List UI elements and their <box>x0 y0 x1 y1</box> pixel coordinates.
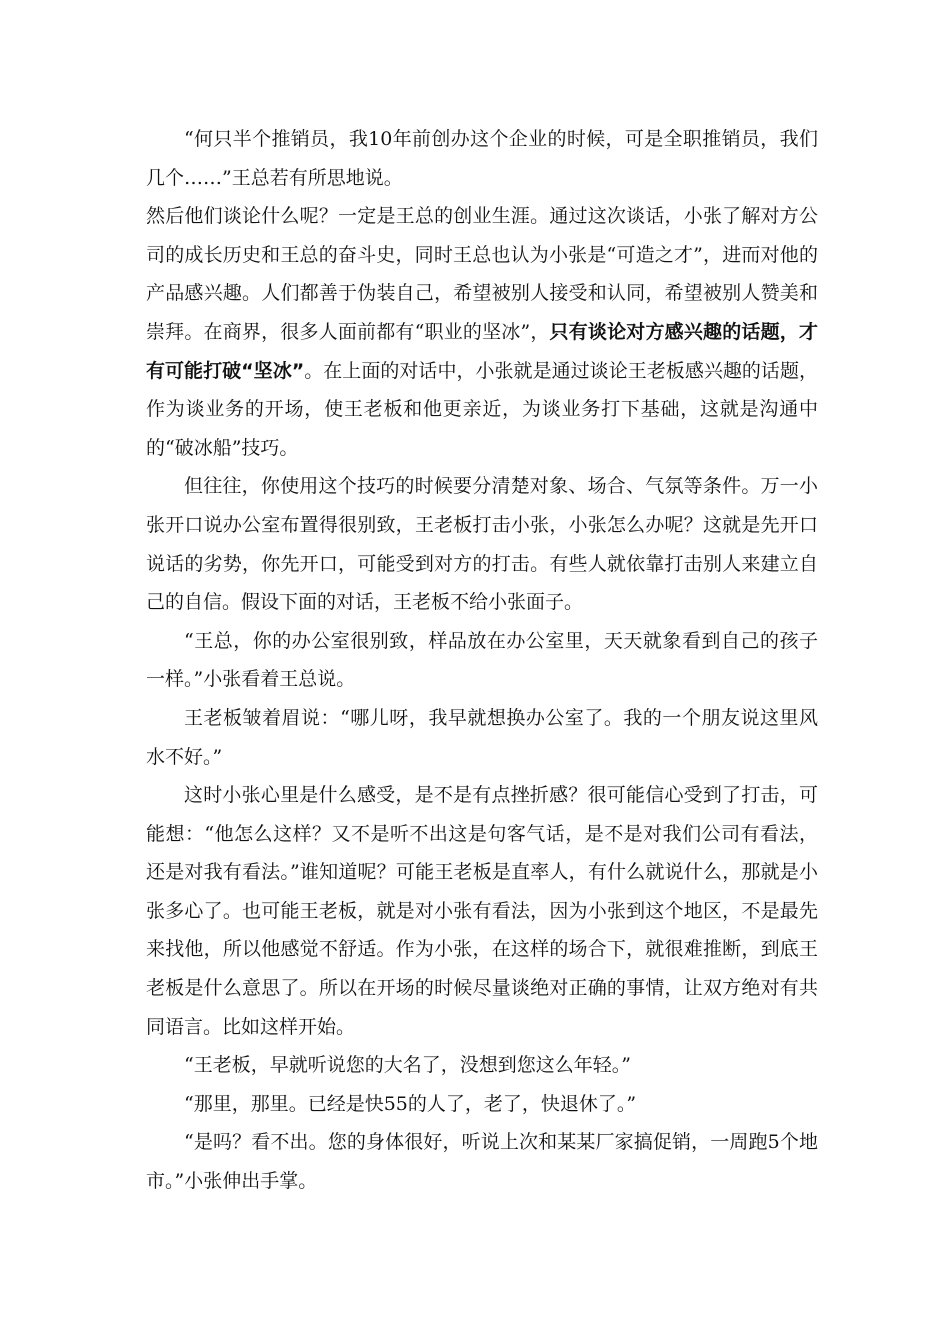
paragraph-7: “王老板，早就听说您的大名了，没想到您这么年轻。” <box>184 1054 631 1077</box>
paragraph-8: “那里，那里。已经是快55的人了，老了，快退休了。” <box>184 1092 637 1115</box>
paragraph-3: 但往往，你使用这个技巧的时候要分清楚对象、场合、气氛等条件。万一小张开口说办公室布置得很别致，王老板打击小张，小张怎么办呢？这就是先开口说话的劣势，你先开口，可能受到对方的打击。有些人就依靠打击别人来建立自己的自信。假设下面的对话，王老板不给小张面子。 <box>146 475 818 614</box>
paragraph-6: 这时小张心里是什么感受，是不是有点挫折感？很可能信心受到了打击，可能想：“他怎么这样？又不是听不出这是句客气话，是不是对我们公司有看法，还是对我有看法。”谁知道呢？可能王老板是直率人，有什么就说什么，那就是小张多心了。也可能王老板，就是对小张有看法，因为小张到这个地区，不是最先来找他，所以他感觉不舒适。作为小张，在这样的场合下，就很难推断，到底王老板是什么意思了。所以在开场的时候尽量谈绝对正确的事情，让双方绝对有共同语言。比如这样开始。 <box>146 784 818 1038</box>
paragraph-5: 王老板皱着眉说：“哪儿呀，我早就想换办公室了。我的一个朋友说这里风水不好。” <box>146 706 818 768</box>
paragraph-2-bold-emphasis: 只有谈论对方感兴趣的话题，才有可能打破“坚冰” <box>146 320 818 382</box>
paragraph-9: “是吗？看不出。您的身体很好，听说上次和某某厂家搞促销，一周跑5个地市。”小张伸出手掌。 <box>146 1131 818 1193</box>
paragraph-4: “王总，你的办公室很别致，样品放在办公室里，天天就象看到自己的孩子一样。”小张看着王总说。 <box>146 629 818 691</box>
paragraph-2 <box>146 197 818 467</box>
paragraph-2-lead: 然后他们谈论什么呢？一定是王总的创业生涯。通过这次谈话，小张了解对方公司的成长历史和王总的奋斗史，同时王总也认为小张是“可造之才”，进而对他的产品感兴趣。人们都善于伪装自己，希望被别人接受和认同，希望被别人赞美和崇拜。在商界，很多人面前都有“职业的坚冰”， <box>146 205 818 343</box>
document-body <box>146 120 818 1201</box>
paragraph-1: “何只半个推销员，我10年前创办这个企业的时候，可是全职推销员，我们几个……”王总若有所思地说。 <box>146 128 818 189</box>
paragraph-2-tail: 。在上面的对话中，小张就是通过谈论王老板感兴趣的话题，作为谈业务的开场，使王老板和他更亲近，为谈业务打下基础，这就是沟通中的“破冰船”技巧。 <box>146 359 818 459</box>
